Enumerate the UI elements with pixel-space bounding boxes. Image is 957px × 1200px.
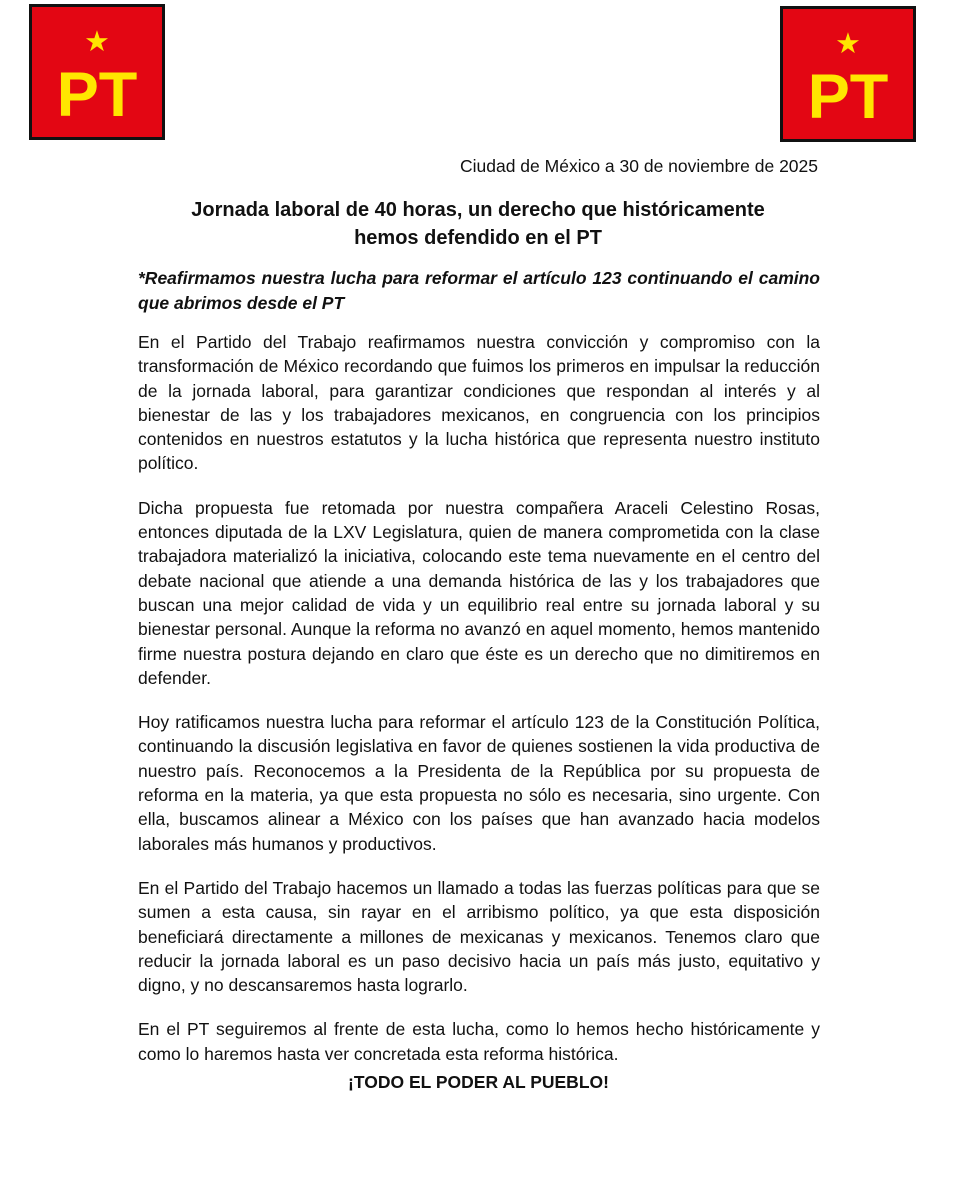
closing-slogan: ¡TODO EL PODER AL PUEBLO! [348,1072,609,1092]
body-paragraph: En el Partido del Trabajo hacemos un llamado a todas las fuerzas políticas para que se sumen a esta causa, sin rayar en el arribismo político, ya que esta disposición beneficiará directamente a millones de mexicanas y mexicanos. Tenemos claro que reducir la jornada laboral es un paso decisivo hacia un país más justo, equitativo y digno, y no descansaremos hasta lograrlo. [138,877,820,996]
logo-text: PT [807,61,889,132]
document-subtitle: *Reafirmamos nuestra lucha para reformar el artículo 123 continuando el camino que abrimos desde el PT [138,268,820,313]
pt-logo-icon [783,9,913,139]
logo-text: PT [56,59,138,130]
pt-logo-icon [32,7,162,137]
body-paragraph: En el PT seguiremos al frente de esta lucha, como lo hemos hecho históricamente y como lo haremos hasta ver concretada esta reforma histórica. [138,1019,820,1064]
body-paragraph: Dicha propuesta fue retomada por nuestra compañera Araceli Celestino Rosas, entonces diputada de la LXV Legislatura, quien de manera comprometida con la clase trabajadora materializó la iniciativa, colocando este tema nuevamente en el centro del debate nacional que atiende a una demanda histórica de las y los trabajadores que buscan una mejor calidad de vida y un equilibrio real entre su jornada laboral y su bienestar personal. Aunque la reforma no avanzó en aquel momento, hemos mantenido firme nuestra postura dejando en claro que éste es un derecho que no dimitiremos en defender. [138,497,820,688]
pt-logo-left [29,4,165,140]
pt-logo-right [780,6,916,142]
body-paragraph: Hoy ratificamos nuestra lucha para reformar el artículo 123 de la Constitución Política, continuando la discusión legislativa en favor de quienes sostienen la vida productiva de nuestro país. Reconocemos a la Presidenta de la República por su propuesta de reforma en la materia, ya que esta propuesta no sólo es necesaria, sino urgente. Con ella, buscamos alinear a México con los países que han avanzado hacia modelos laborales más humanos y productivos. [138,712,820,854]
logo-star: ★ [835,25,861,60]
title-line: Jornada laboral de 40 horas, un derecho que históricamente [191,199,765,221]
document-date: Ciudad de México a 30 de noviembre de 2025 [459,156,818,176]
body-paragraph: En el Partido del Trabajo reafirmamos nuestra convicción y compromiso con la transformación de México recordando que fuimos los primeros en impulsar la reducción de la jornada laboral, para garantizar condiciones que respondan al interés y al bienestar de las y los trabajadores mexicanos, en congruencia con los principios contenidos en nuestros estatutos y la lucha histórica que representa nuestro instituto político. [138,332,820,474]
title-line: hemos defendido en el PT [354,227,602,249]
document-body [138,330,820,1086]
document-title [138,196,818,252]
logo-star: ★ [84,23,110,58]
